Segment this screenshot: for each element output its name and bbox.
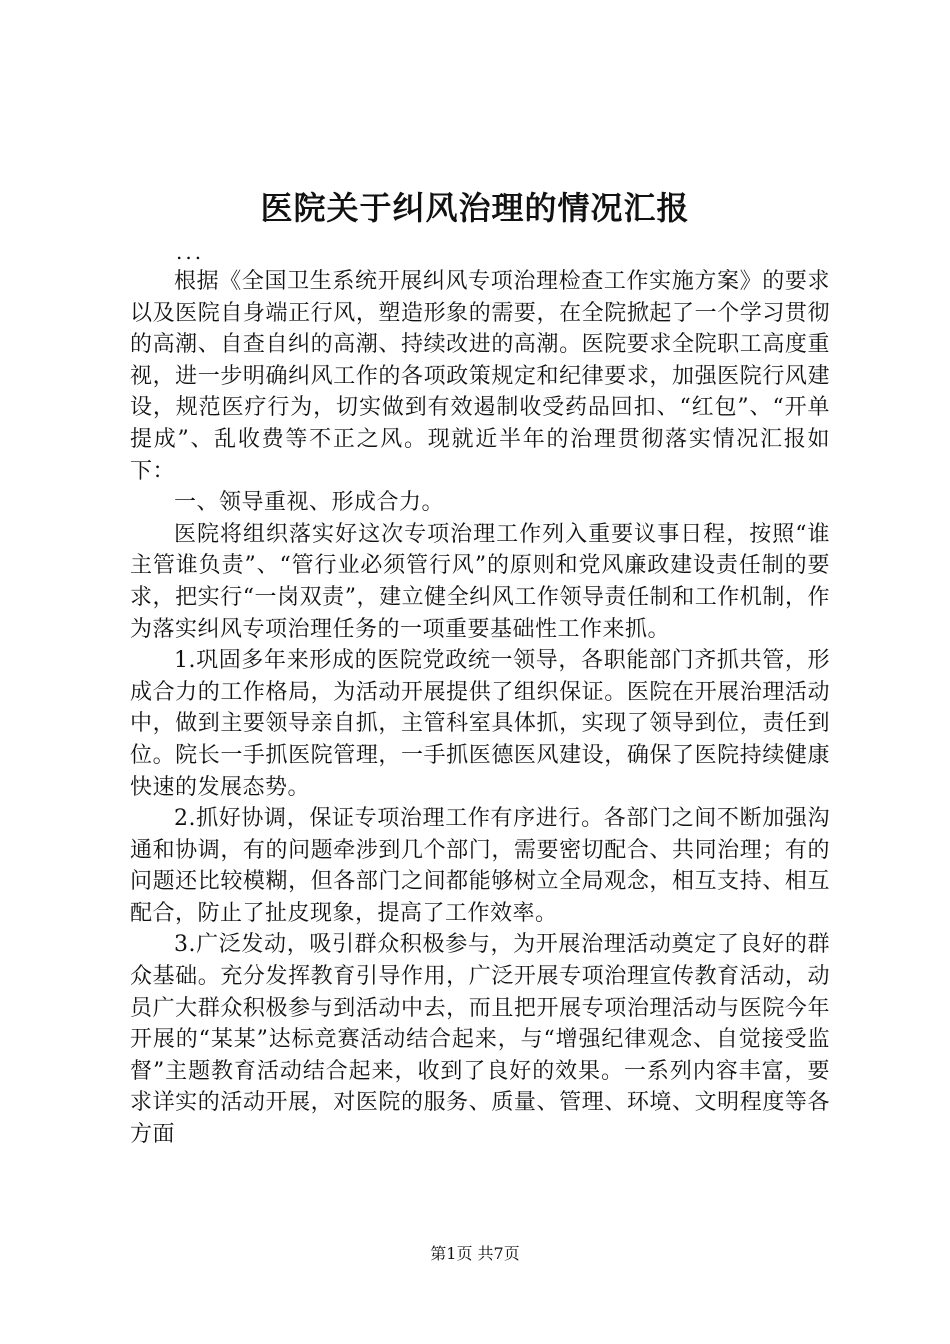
- paragraph-intro: 根据《全国卫生系统开展纠风专项治理检查工作实施方案》的要求以及医院自身端正行风，塑造形象的需要，在全院掀起了一个学习贯彻的高潮、自查自纠的高潮、持续改进的高潮。医院要求全院职工高度重视，进一步明确纠风工作的各项政策规定和纪律要求，加强医院行风建设，规范医疗行为，切实做到有效遏制收受药品回扣、“红包”、“开单提成”、乱收费等不正之风。现就近半年的治理贯彻落实情况汇报如下：: [130, 269, 830, 484]
- paragraph-item-2: 2.抓好协调，保证专项治理工作有序进行。各部门之间不断加强沟通和协调，有的问题牵涉到几个部门，需要密切配合、共同治理；有的问题还比较模糊，但各部门之间都能够树立全局观念，相互支持、相互配合，防止了扯皮现象，提高了工作效率。: [130, 806, 830, 926]
- page-title: 医院关于纠风治理的情况汇报: [260, 189, 690, 227]
- document-body: [130, 266, 830, 1151]
- section-heading-1: 一、领导重视、形成合力。: [174, 490, 445, 516]
- paragraph-leadership: 医院将组织落实好这次专项治理工作列入重要议事日程，按照“谁主管谁负责”、“管行业必须管行风”的原则和党风廉政建设责任制的要求，把实行“一岗双责”，建立健全纠风工作领导责任制和工作机制，作为落实纠风专项治理任务的一项重要基础性工作来抓。: [130, 521, 830, 642]
- paragraph-item-3: 3.广泛发动，吸引群众积极参与，为开展治理活动奠定了良好的群众基础。充分发挥教育引导作用，广泛开展专项治理宣传教育活动，动员广大群众积极参与到活动中去，而且把开展专项治理活动与医院今年开展的“某某”达标竞赛活动结合起来，与“增强纪律观念、自觉接受监督”主题教育活动结合起来，收到了良好的效果。一系列内容丰富，要求详实的活动开展，对医院的服务、质量、管理、环境、文明程度等各方面: [130, 932, 830, 1148]
- ellipsis-marker: ...: [176, 240, 205, 264]
- page-footer: 第1页 共7页: [430, 1244, 520, 1263]
- paragraph-item-1: 1.巩固多年来形成的医院党政统一领导，各职能部门齐抓共管，形成合力的工作格局，为活动开展提供了组织保证。医院在开展治理活动中，做到主要领导亲自抓，主管科室具体抓，实现了领导到位，责任到位。院长一手抓医院管理，一手抓医德医风建设，确保了医院持续健康快速的发展态势。: [130, 648, 830, 800]
